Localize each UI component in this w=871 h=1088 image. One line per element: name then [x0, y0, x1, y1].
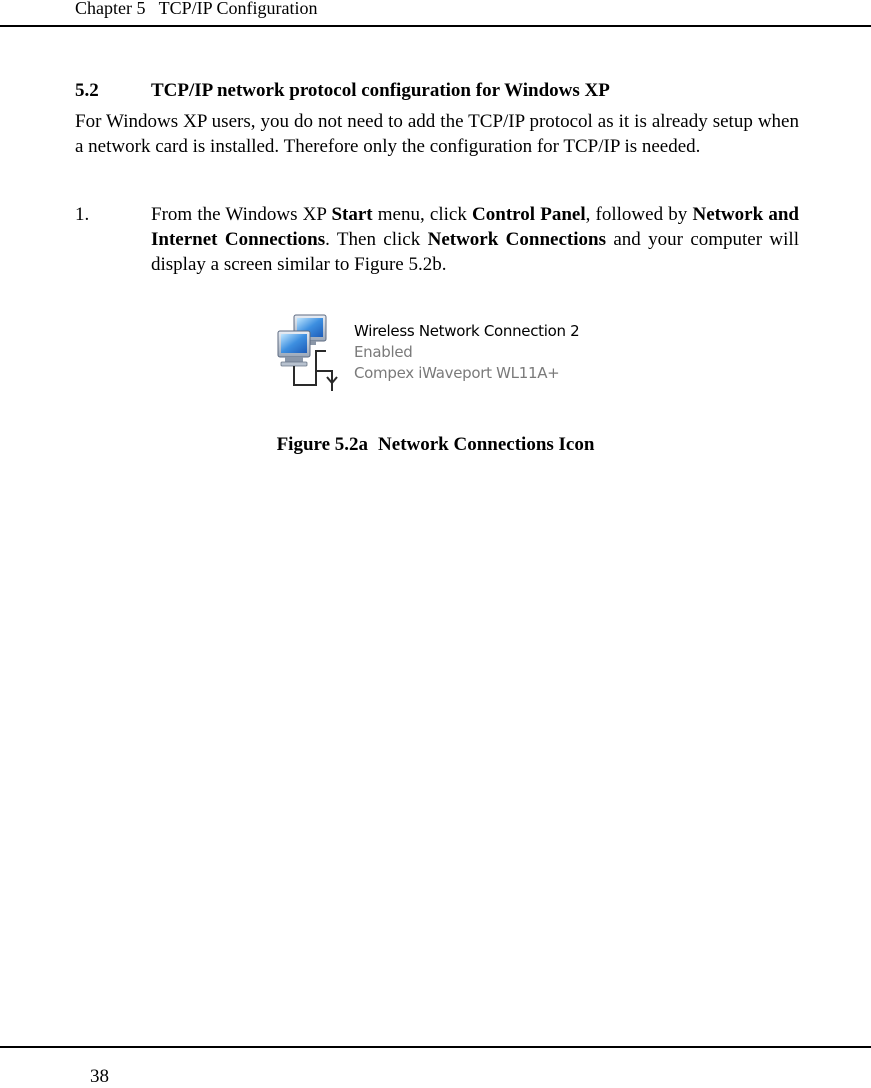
header-rule: [0, 25, 871, 27]
network-internet-term: Network and Internet Connections: [151, 204, 799, 250]
intro-paragraph: For Windows XP users, you do not need to add the TCP/IP protocol as it is already setup when a network card is installed. Therefore only the configuration for TCP/IP is needed.: [75, 111, 799, 157]
start-menu-term: Start: [331, 204, 373, 225]
footer-rule: [0, 1046, 871, 1048]
connection-device: Compex iWaveport WL11A+: [354, 364, 560, 382]
running-head: Chapter 5 TCP/IP Configuration: [75, 0, 318, 18]
step-text: From the Windows XP Start menu, click Control Panel, followed by Network and Internet Connections. Then click Network Connections and your computer will display a screen similar to Figure 5.2b.: [151, 204, 799, 275]
control-panel-term: Control Panel: [472, 204, 586, 225]
caption-label: Figure 5.2a: [276, 434, 369, 455]
step-1: [75, 202, 799, 277]
section-heading: [75, 80, 610, 102]
section-number: 5.2: [75, 80, 99, 101]
page-number: 38: [90, 1066, 109, 1087]
connection-status: Enabled: [354, 343, 413, 361]
section-title: TCP/IP network protocol configuration for Windows XP: [151, 80, 610, 101]
connection-labels: [354, 321, 579, 384]
network-connections-term: Network Connections: [427, 229, 606, 250]
step-number: 1.: [75, 204, 90, 225]
caption-text: Network Connections Icon: [378, 434, 595, 455]
network-connection-icon: [272, 311, 350, 393]
figure-caption: [0, 434, 871, 456]
connection-name: Wireless Network Connection 2: [354, 322, 580, 340]
network-connection-figure: [270, 305, 620, 397]
